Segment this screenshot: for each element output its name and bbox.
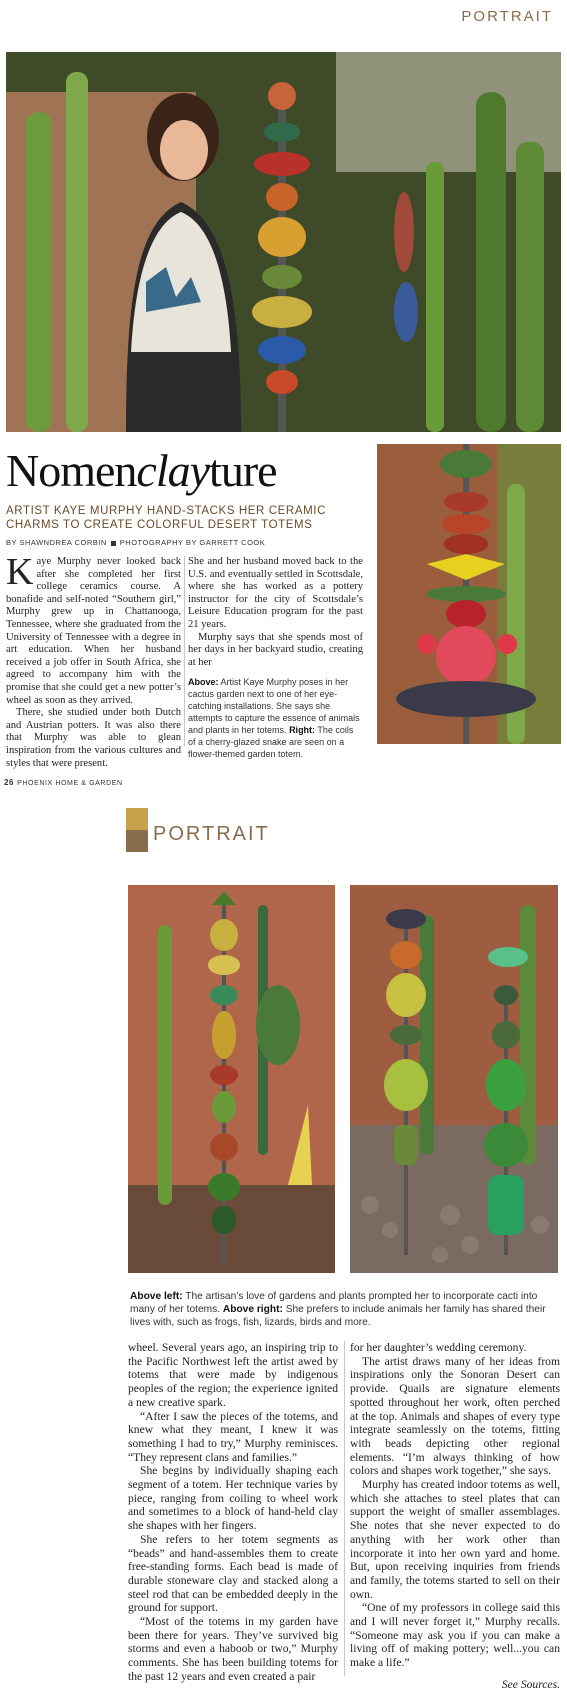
title-part-1: Nomen xyxy=(6,445,137,496)
body-paragraph: “After I saw the pieces of the totems, and knew what they meant, I knew it was something I had to try,” Murphy reminisces. “They represent clans and families.” xyxy=(128,1409,338,1464)
hero-photo-artist-with-totem xyxy=(6,52,561,432)
page2-section-header xyxy=(126,808,270,852)
caption-text: The artisan’s love of gardens and plants prompted her to incorporate cacti into many of her totems. xyxy=(130,1291,538,1315)
flower-totem-photo xyxy=(377,444,561,744)
column-divider xyxy=(184,556,185,746)
caption-text: The coils of a cherry-glazed snake are seen on a flower-themed garden totem. xyxy=(188,725,354,760)
cactus-totem-illustration xyxy=(128,885,335,1273)
page2-photo-caption xyxy=(130,1290,550,1329)
body-paragraph: There, she studied under both Dutch and Austrian potters. It was also there that Murphy was able to glean inspiration from the various cultures and styles that were present. xyxy=(6,707,181,769)
drop-cap: K xyxy=(6,551,34,593)
flower-totem-illustration xyxy=(377,444,561,744)
page2-column-2 xyxy=(350,1341,560,1692)
phg-logo-icon xyxy=(126,808,148,852)
byline-separator xyxy=(111,541,116,546)
page1-column-2 xyxy=(188,556,363,760)
cactus-totem-photo xyxy=(128,885,335,1273)
body-paragraph: She and her husband moved back to the U.S. and eventually settled in Scottsdale, where she has worked as a pottery instructor for the city of Scottsdale’s Leisure Education program for the past 21 years. xyxy=(188,556,363,630)
hero-photo-illustration xyxy=(6,52,561,432)
body-paragraph: for her daughter’s wedding ceremony. xyxy=(350,1341,527,1354)
caption-text: She prefers to include animals her family has shared their lives with, such as frogs, fish, lizards, birds and more. xyxy=(130,1304,546,1328)
byline xyxy=(6,538,265,547)
article-title xyxy=(6,444,277,497)
caption-label: Above right: xyxy=(222,1304,283,1315)
page2-column-1 xyxy=(128,1341,338,1684)
body-paragraph: wheel. Several years ago, an inspiring trip to the Pacific Northwest left the artist awed by totems that were made by indigenous peoples of the region; the experience ignited a new creative spark. xyxy=(128,1341,338,1409)
body-paragraph: Murphy has created indoor totems as well, which she attaches to steel plates that can support the weight of smaller assemblages. She notes that she never expected to do anything with her work other than incorporate it into her own yard and home. But, upon receiving inquiries from friends and family, the totems started to sell on their own. xyxy=(350,1478,560,1601)
caption-text: Artist Kaye Murphy poses in her cactus garden next to one of her eye-catching installations. She says she attempts to capture the essence of animals and plants in her totems. xyxy=(188,677,360,736)
section-label: PORTRAIT xyxy=(461,8,553,25)
publication-name: PHOENIX HOME & GARDEN xyxy=(17,780,123,787)
caption-label: Above: xyxy=(188,677,219,688)
page-folio xyxy=(4,778,123,787)
section-label: PORTRAIT xyxy=(153,822,270,845)
caption-label: Above left: xyxy=(130,1291,183,1302)
photo-caption xyxy=(188,676,363,760)
caption-label: Right: xyxy=(289,725,316,736)
see-sources-note: See Sources. xyxy=(501,1677,560,1691)
byline-author: BY SHAWNDREA CORBIN xyxy=(6,538,107,547)
body-paragraph xyxy=(6,551,181,707)
article-deck: ARTIST KAYE MURPHY HAND-STACKS HER CERAMIC CHARMS TO CREATE COLORFUL DESERT TOTEMS xyxy=(6,505,326,531)
body-paragraph: Murphy says that she spends most of her days in her backyard studio, creating at her xyxy=(188,631,363,668)
body-paragraph: “Most of the totems in my garden have been there for years. They’ve survived big storms and even a haboob or two,” Murphy comments. She has been building totems for the past 12 years and even created a pair xyxy=(128,1615,338,1683)
animal-totems-photo xyxy=(350,885,558,1273)
column-divider xyxy=(344,1341,345,1676)
byline-photographer: PHOTOGRAPHY BY GARRETT COOK xyxy=(119,538,266,547)
page-number: 26 xyxy=(4,778,15,787)
page1-column-1 xyxy=(6,551,181,770)
paragraph-text: aye Murphy never looked back after she completed her first college ceramics course. A bonafide and self-noted “Southern girl,” Murphy grew up in Chattanooga, Tennessee, where she graduated from the University of Tennessee with a degree in art education. When her husband received a job offer in South Africa, she agreed to accompany him with the promise that she could get a new potter’s wheel as soon as they arrived. xyxy=(6,556,181,706)
body-paragraph: She refers to her totem segments as “beads” and hand-assembles them to create free-standing forms. Each bead is made of durable stoneware clay and stacked along a steel rod that can be embedded deeply in the ground for support. xyxy=(128,1532,338,1615)
title-part-3: ture xyxy=(209,445,277,496)
body-paragraph: “One of my professors in college said this and I will never forget it,” Murphy recalls. “Someone may ask you if you can make a living off of making pottery; well...you can make a life.” xyxy=(350,1601,560,1670)
body-paragraph: The artist draws many of her ideas from inspirations only the Sonoran Desert can provide. Quails are signature elements spotted throughout her work, often perched at the top. Animals and shapes of every type integrate seamlessly on the totems, fitting with beads depicting other regional elements. “I’m always thinking of how colors and shapes work together,” she says. xyxy=(350,1354,560,1478)
title-italic-part: clay xyxy=(136,445,210,496)
animal-totems-illustration xyxy=(350,885,558,1273)
body-paragraph: She begins by individually shaping each segment of a totem. Her technique varies by piece, ranging from coiling to wheel work and sometimes to a block of hand-held clay she shapes with her fingers. xyxy=(128,1464,338,1533)
